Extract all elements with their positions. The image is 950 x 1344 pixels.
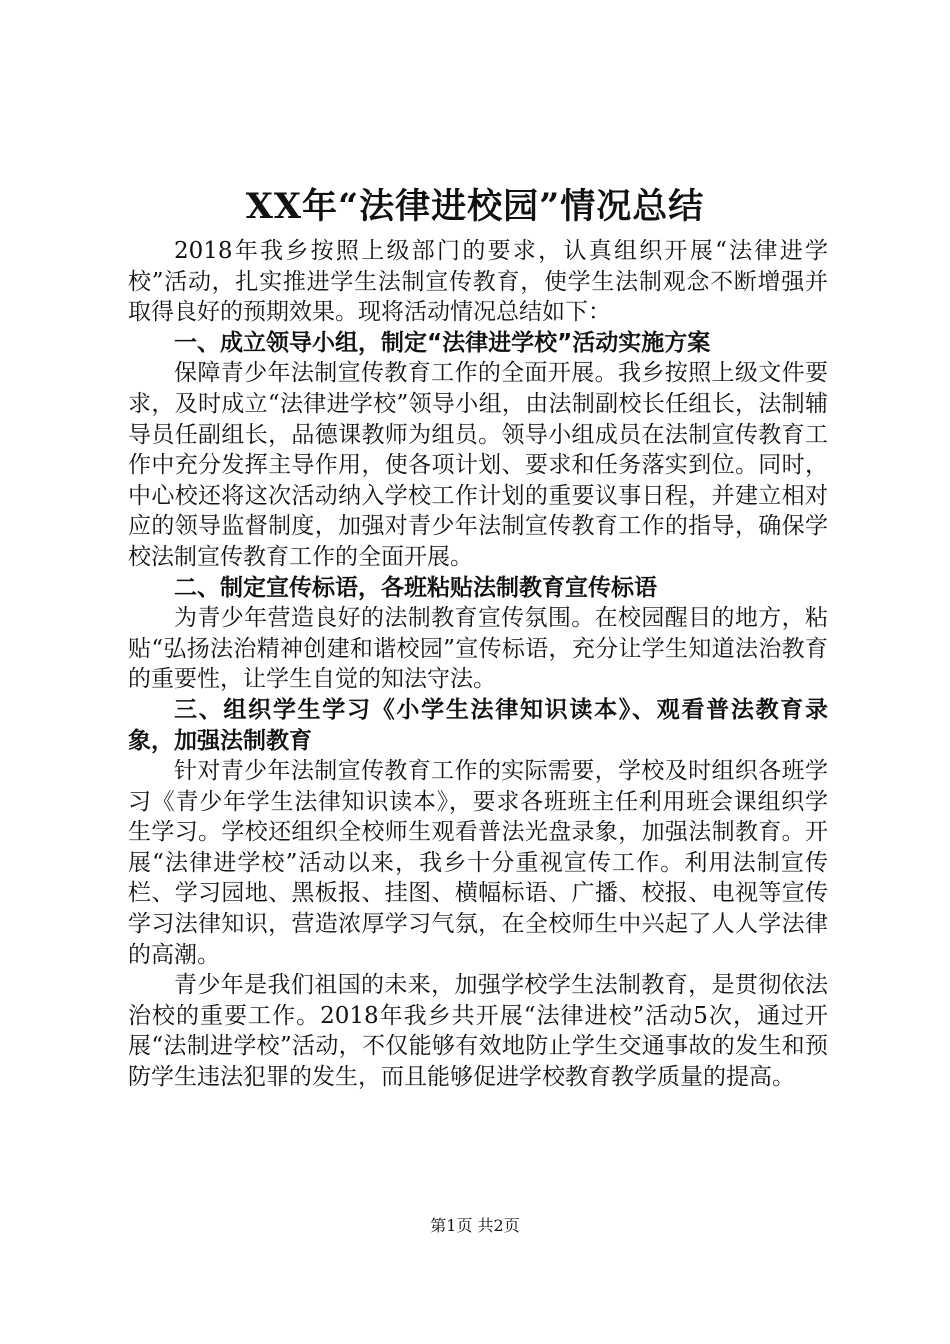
section-3-heading: 三、组织学生学习《小学生法律知识读本》、观看普法教育录象，加强法制教育 — [128, 696, 828, 754]
section-3-paragraph: 针对青少年法制宣传教育工作的实际需要，学校及时组织各班学习《青少年学生法律知识读本》，要求各班班主任利用班会课组织学生学习。学校还组织全校师生观看普法光盘录象，加强法制教育。开展“法律进学校”活动以来，我乡十分重视宣传工作。利用法制宣传栏、学习园地、黑板报、挂图、横幅标语、广播、校报、电视等宣传学习法律知识，营造浓厚学习气氛，在全校师生中兴起了人人学法律的高潮。 — [128, 758, 828, 968]
document-body — [128, 236, 828, 1093]
section-1-heading: 一、成立领导小组，制定“法律进学校”活动实施方案 — [174, 329, 711, 356]
document-title: XX年“法律进校园”情况总结 — [245, 186, 705, 227]
intro-paragraph: 2018年我乡按照上级部门的要求，认真组织开展“法律进学校”活动，扎实推进学生法制宣传教育，使学生法制观念不断增强并取得良好的预期效果。现将活动情况总结如下： — [128, 238, 828, 326]
conclusion-paragraph: 青少年是我们祖国的未来，加强学校学生法制教育，是贯彻依法治校的重要工作。2018年我乡共开展“法律进校”活动5次，通过开展“法制进学校”活动，不仅能够有效地防止学生交通事故的发生和预防学生违法犯罪的发生，而且能够促进学校教育教学质量的提高。 — [128, 972, 828, 1091]
section-2-paragraph: 为青少年营造良好的法制教育宣传氛围。在校园醒目的地方，粘贴“弘扬法治精神创建和谐校园”宣传标语，充分让学生知道法治教育的重要性，让学生自觉的知法守法。 — [128, 605, 828, 693]
page-footer: 第1页 共2页 — [430, 1216, 520, 1235]
section-2-heading: 二、制定宣传标语，各班粘贴法制教育宣传标语 — [174, 574, 657, 601]
section-1-paragraph: 保障青少年法制宣传教育工作的全面开展。我乡按照上级文件要求，及时成立“法律进学校”领导小组，由法制副校长任组长，法制辅导员任副组长，品德课教师为组员。领导小组成员在法制宣传教育工作中充分发挥主导作用，使各项计划、要求和任务落实到位。同时，中心校还将这次活动纳入学校工作计划的重要议事日程，并建立相对应的领导监督制度，加强对青少年法制宣传教育工作的指导，确保学校法制宣传教育工作的全面开展。 — [128, 360, 828, 570]
